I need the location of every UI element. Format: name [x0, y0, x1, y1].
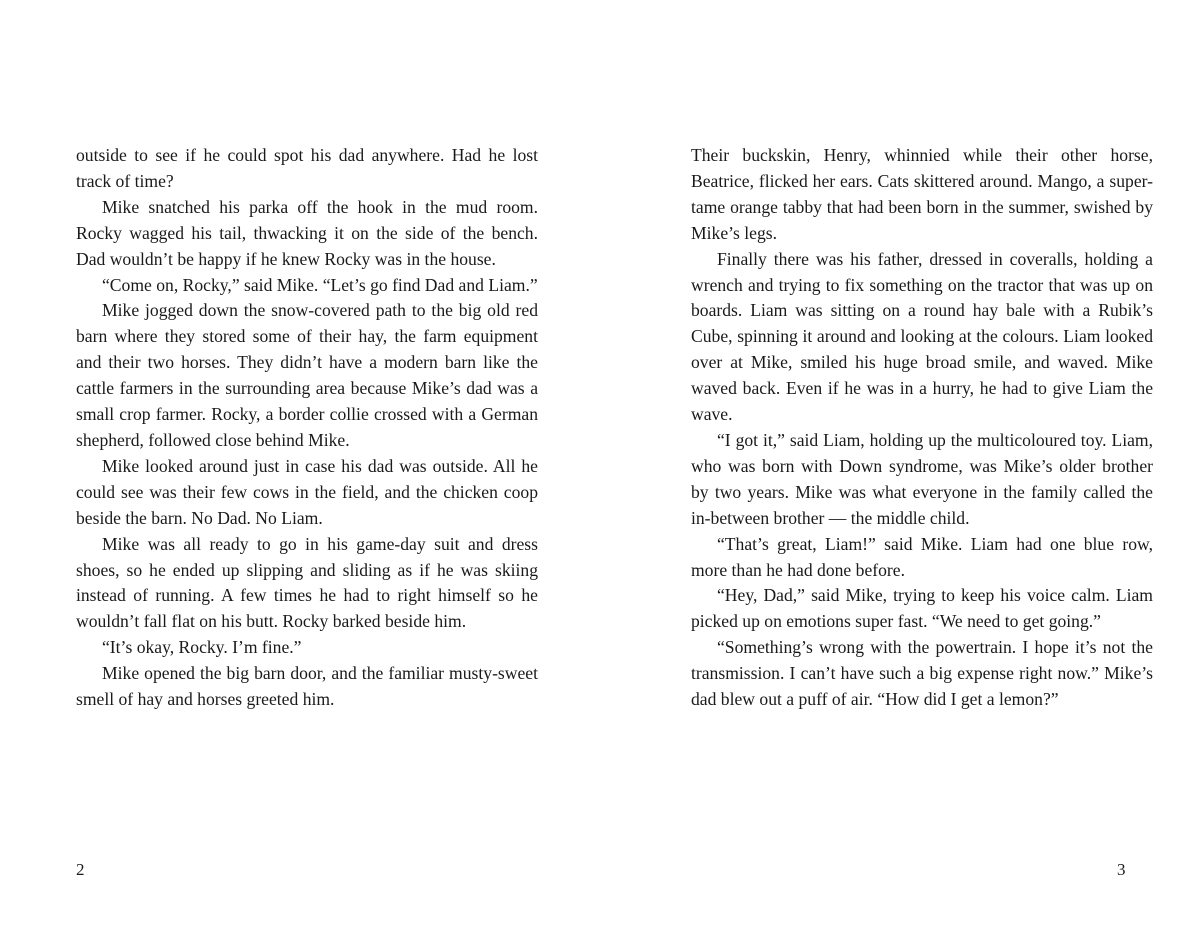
paragraph: “It’s okay, Rocky. I’m fine.”	[102, 637, 302, 658]
right-page-text	[691, 143, 1153, 713]
paragraph: Mike was all ready to go in his game-day suit and dress shoes, so he ended up slipping and sliding as if he was skiing instead of running. A few times he had to right himself so he wouldn’t fall flat on his butt. Rocky barked beside him.	[76, 533, 538, 632]
paragraph: “Hey, Dad,” said Mike, trying to keep his voice calm. Liam picked up on emotions super fast. “We need to get going.”	[691, 585, 1153, 632]
left-page-text	[76, 143, 538, 713]
paragraph: outside to see if he could spot his dad anywhere. Had he lost track of time?	[76, 145, 538, 191]
paragraph: “That’s great, Liam!” said Mike. Liam had one blue row, more than he had done before.	[691, 533, 1153, 580]
paragraph: Their buckskin, Henry, whinnied while their other horse, Beatrice, flicked her ears. Cats skittered around. Mango, a super-tame orange tabby that had been born in the summer, swished by Mike’s legs.	[691, 145, 1153, 243]
paragraph: “Something’s wrong with the powertrain. I hope it’s not the transmission. I can’t have such a big expense right now.” Mike’s dad blew out a puff of air. “How did I get a lemon?”	[691, 637, 1153, 710]
paragraph: Mike looked around just in case his dad was outside. All he could see was their few cows in the field, and the chicken coop beside the barn. No Dad. No Liam.	[76, 455, 538, 528]
page-number-left: 2	[76, 860, 85, 879]
paragraph: Mike jogged down the snow-covered path to the big old red barn where they stored some of their hay, the farm equipment and their two horses. They didn’t have a modern barn like the cattle farmers in the surrounding area because Mike’s dad was a small crop farmer. Rocky, a border collie crossed with a German shepherd, followed close behind Mike.	[76, 300, 538, 450]
paragraph: Mike opened the big barn door, and the familiar musty-sweet smell of hay and horses greeted him.	[76, 663, 538, 710]
paragraph: “I got it,” said Liam, holding up the multicoloured toy. Liam, who was born with Down syndrome, was Mike’s older brother by two years. Mike was what everyone in the family called the in-between brother — the middle child.	[691, 429, 1153, 528]
paragraph: “Come on, Rocky,” said Mike. “Let’s go find Dad and Liam.”	[102, 274, 538, 295]
paragraph: Finally there was his father, dressed in coveralls, holding a wrench and trying to fix something on the tractor that was up on boards. Liam was sitting on a round hay bale with a Rubik’s Cube, spinning it around and looking at the colours. Liam looked over at Mike, smiled his huge broad smile, and waved. Mike waved back. Even if he was in a hurry, he had to give Liam the wave.	[691, 248, 1153, 425]
page-number-right: 3	[1117, 860, 1126, 879]
paragraph: Mike snatched his parka off the hook in the mud room. Rocky wagged his tail, thwacking it on the side of the bench. Dad wouldn’t be happy if he knew Rocky was in the house.	[76, 196, 538, 269]
